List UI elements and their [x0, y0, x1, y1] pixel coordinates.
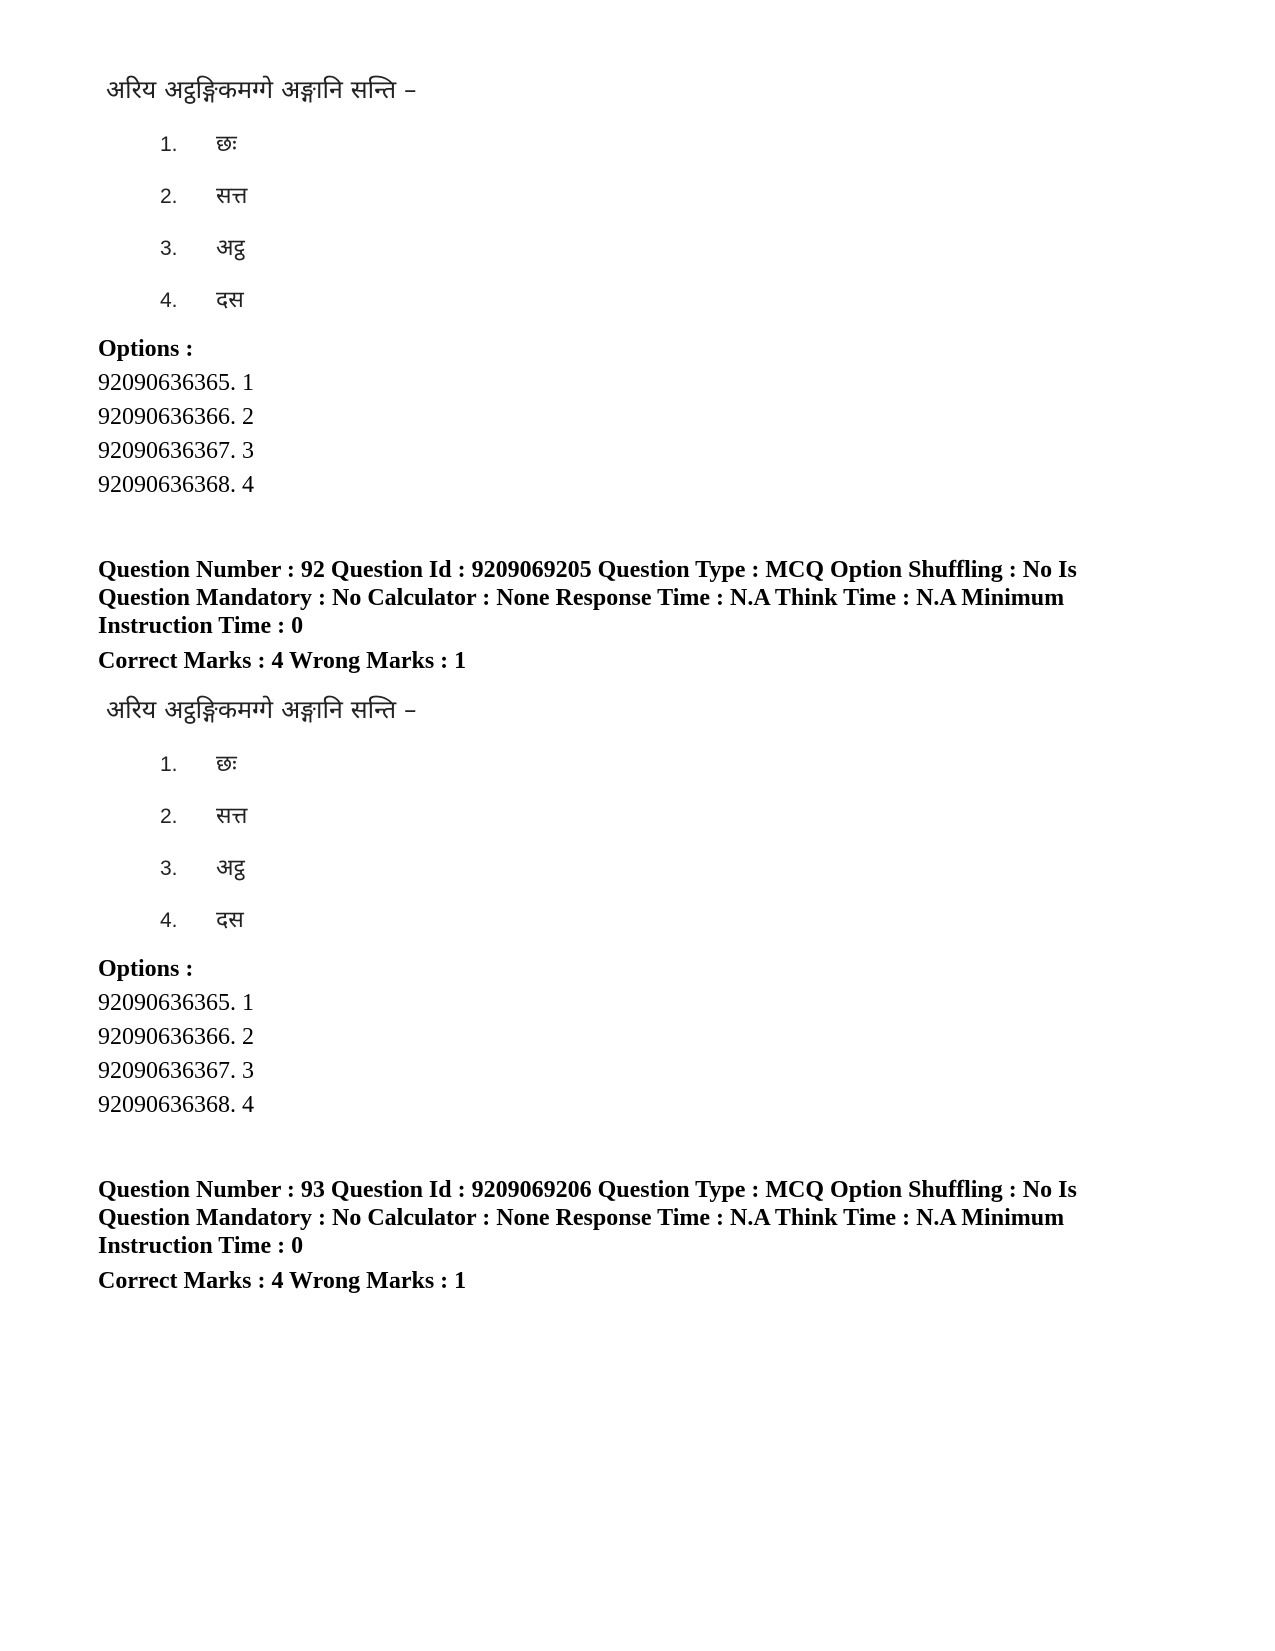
question-91-image: [98, 74, 458, 314]
option-item: 92090636366. 2: [98, 404, 254, 430]
item-text: दस: [216, 907, 244, 933]
question-92-options: [98, 952, 1198, 1122]
options-label: Options :: [98, 956, 194, 982]
item-number: 2.: [160, 185, 178, 208]
question-item: [160, 853, 245, 884]
question-stem: अरिय अट्ठङ्गिकमग्गे अङ्गानि सन्ति –: [106, 75, 417, 104]
question-meta-line: Question Number : 92 Question Id : 9209069205 Question Type : MCQ Option Shuffling : No Is: [98, 557, 1077, 583]
question-item: [160, 801, 247, 832]
marks-line: Correct Marks : 4 Wrong Marks : 1: [98, 1268, 467, 1294]
question-item: [160, 285, 244, 316]
question-92-body: [98, 694, 1198, 934]
question-item: [160, 181, 247, 212]
item-text: अट्ठ: [216, 235, 245, 261]
item-number: 4.: [160, 289, 178, 312]
question-meta-line: Question Mandatory : No Calculator : None Response Time : N.A Think Time : N.A Minimum: [98, 585, 1065, 611]
item-text: छः: [216, 751, 237, 777]
item-number: 2.: [160, 805, 178, 828]
item-number: 1.: [160, 133, 178, 156]
question-meta: [98, 1176, 1198, 1260]
question-91-body: [98, 74, 1198, 314]
question-meta-line: Instruction Time : 0: [98, 1233, 304, 1259]
question-meta-line: Question Number : 93 Question Id : 9209069206 Question Type : MCQ Option Shuffling : No Is: [98, 1177, 1077, 1203]
item-number: 3.: [160, 857, 178, 880]
option-item: 92090636368. 4: [98, 1092, 254, 1118]
question-92-image: [98, 694, 458, 934]
question-item: [160, 905, 244, 936]
item-text: छः: [216, 131, 237, 157]
item-text: अट्ठ: [216, 855, 245, 881]
question-item: [160, 749, 237, 780]
option-item: 92090636365. 1: [98, 370, 254, 396]
option-item: 92090636366. 2: [98, 1024, 254, 1050]
question-meta: [98, 556, 1198, 640]
option-item: 92090636367. 3: [98, 438, 254, 464]
question-stem: अरिय अट्ठङ्गिकमग्गे अङ्गानि सन्ति –: [106, 695, 417, 724]
question-93-header: [98, 1176, 1198, 1298]
question-meta-line: Instruction Time : 0: [98, 613, 304, 639]
option-item: 92090636365. 1: [98, 990, 254, 1016]
item-text: दस: [216, 287, 244, 313]
item-text: सत्त: [216, 183, 248, 209]
question-item: [160, 233, 245, 264]
question-item: [160, 129, 237, 160]
item-number: 3.: [160, 237, 178, 260]
question-92-header: [98, 556, 1198, 678]
question-91-options: [98, 332, 1198, 502]
options-label: Options :: [98, 336, 194, 362]
marks-line: Correct Marks : 4 Wrong Marks : 1: [98, 648, 467, 674]
option-item: 92090636367. 3: [98, 1058, 254, 1084]
option-item: 92090636368. 4: [98, 472, 254, 498]
question-meta-line: Question Mandatory : No Calculator : None Response Time : N.A Think Time : N.A Minimum: [98, 1205, 1065, 1231]
item-number: 4.: [160, 909, 178, 932]
item-number: 1.: [160, 753, 178, 776]
item-text: सत्त: [216, 803, 248, 829]
